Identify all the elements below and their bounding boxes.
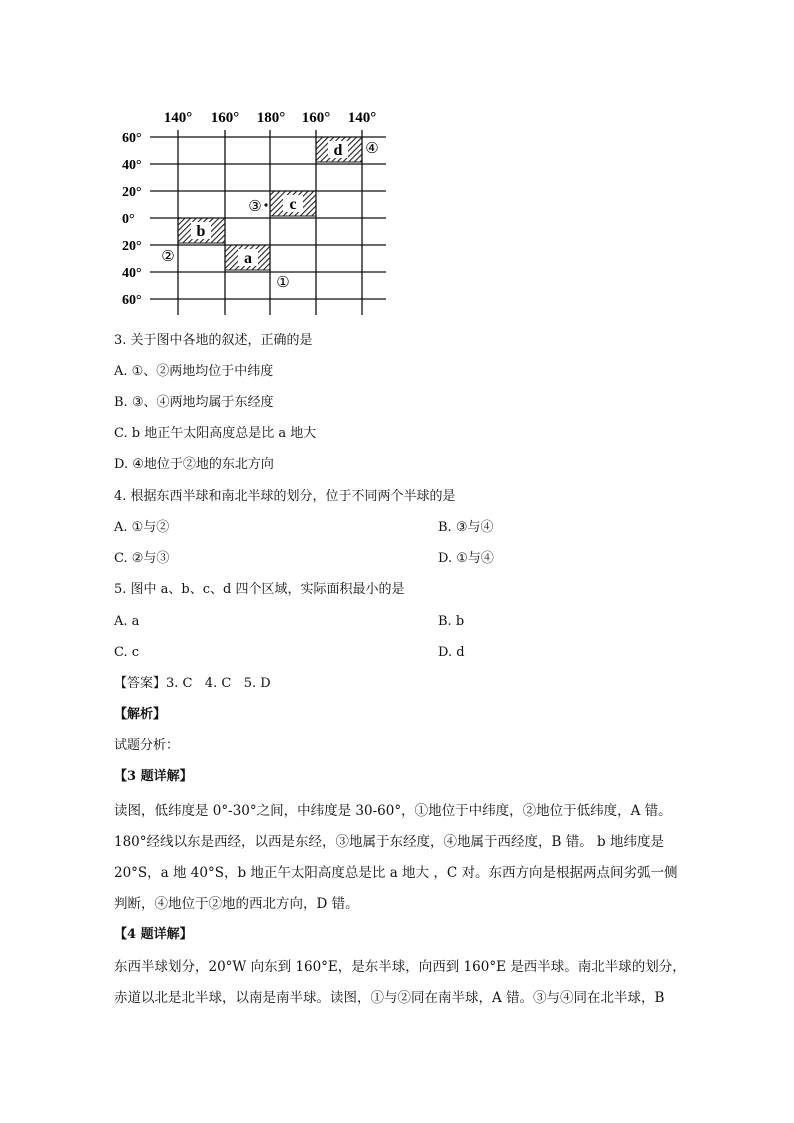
- region-label-a: a: [244, 250, 252, 267]
- q3-detail-line: 180°经线以东是西经，以西是东经，③地属于东经度，④地属于西经度，B 错。 b 地纬度是: [114, 834, 664, 850]
- q3-option-c: C. b 地正午太阳高度总是比 a 地大: [114, 426, 317, 441]
- q4-option-d: D. ①与④: [438, 551, 494, 566]
- lat-long-grid-figure: [110, 100, 400, 325]
- left-label: 40°: [122, 266, 142, 281]
- analysis-title: 【解析】: [114, 707, 167, 722]
- q3-option-d: D. ④地位于②地的东北方向: [114, 457, 274, 472]
- q3-option-a: A. ①、②两地均位于中纬度: [114, 364, 274, 379]
- q4-stem: 4. 根据东西半球和南北半球的划分，位于不同两个半球的是: [114, 489, 456, 504]
- q3-option-b: B. ③、④两地均属于东经度: [114, 395, 274, 410]
- q3-detail-paragraph: [114, 796, 694, 920]
- top-label: 140°: [347, 110, 377, 126]
- left-label: 0°: [122, 212, 135, 227]
- region-label-c: c: [289, 196, 297, 213]
- region-label-d: d: [333, 142, 343, 159]
- q5-option-d: D. d: [438, 645, 465, 660]
- q3-detail-line: 20°S，a 地 40°S，b 地正午太阳高度总是比 a 地大 ，C 对。东西方向是根据两点间劣弧一侧: [114, 865, 678, 881]
- marker-2: ②: [161, 247, 175, 265]
- q3-stem: 3. 关于图中各地的叙述，正确的是: [114, 333, 313, 348]
- marker-3: ③: [248, 197, 262, 215]
- answer-line: 【答案】3. C 4. C 5. D: [114, 676, 271, 691]
- q4-detail-paragraph: [114, 952, 694, 1014]
- q4-detail-line: 东西半球划分，20°W 向东到 160°E，是东半球，向西到 160°E 是西半球。南北半球的划分，: [114, 959, 686, 975]
- left-label: 20°: [122, 239, 142, 254]
- top-label: 160°: [301, 110, 331, 126]
- top-label: 140°: [163, 110, 193, 126]
- q3-detail-line: 读图，低纬度是 0°-30°之间，中纬度是 30-60°，①地位于中纬度，②地位于低纬度，A 错。: [114, 803, 672, 819]
- marker-3-dot: [264, 203, 267, 206]
- marker-1: ①: [276, 273, 290, 291]
- top-label: 160°: [210, 110, 240, 126]
- top-label: 180°: [256, 110, 286, 126]
- q5-option-b: B. b: [438, 614, 465, 629]
- q3-detail-title: 【3 题详解】: [114, 769, 193, 784]
- q4-option-a: A. ①与②: [114, 520, 170, 535]
- left-label: 20°: [122, 185, 142, 200]
- analysis-intro: 试题分析：: [114, 738, 180, 753]
- q5-stem: 5. 图中 a、b、c、d 四个区域，实际面积最小的是: [114, 582, 405, 597]
- q5-option-a: A. a: [114, 614, 140, 629]
- q4-detail-line: 赤道以北是北半球，以南是南半球。读图，①与②同在南半球，A 错。③与④同在北半球，B: [114, 990, 665, 1006]
- q4-option-c: C. ②与③: [114, 551, 170, 566]
- left-label: 60°: [122, 131, 142, 146]
- q5-option-c: C. c: [114, 645, 140, 660]
- q3-detail-line: 判断，④地位于②地的西北方向，D 错。: [114, 896, 359, 912]
- q4-option-b: B. ③与④: [438, 520, 494, 535]
- q4-detail-title: 【4 题详解】: [114, 927, 193, 942]
- region-label-b: b: [196, 223, 206, 240]
- left-label: 60°: [122, 293, 142, 308]
- left-label: 40°: [122, 158, 142, 173]
- marker-4: ④: [365, 139, 379, 157]
